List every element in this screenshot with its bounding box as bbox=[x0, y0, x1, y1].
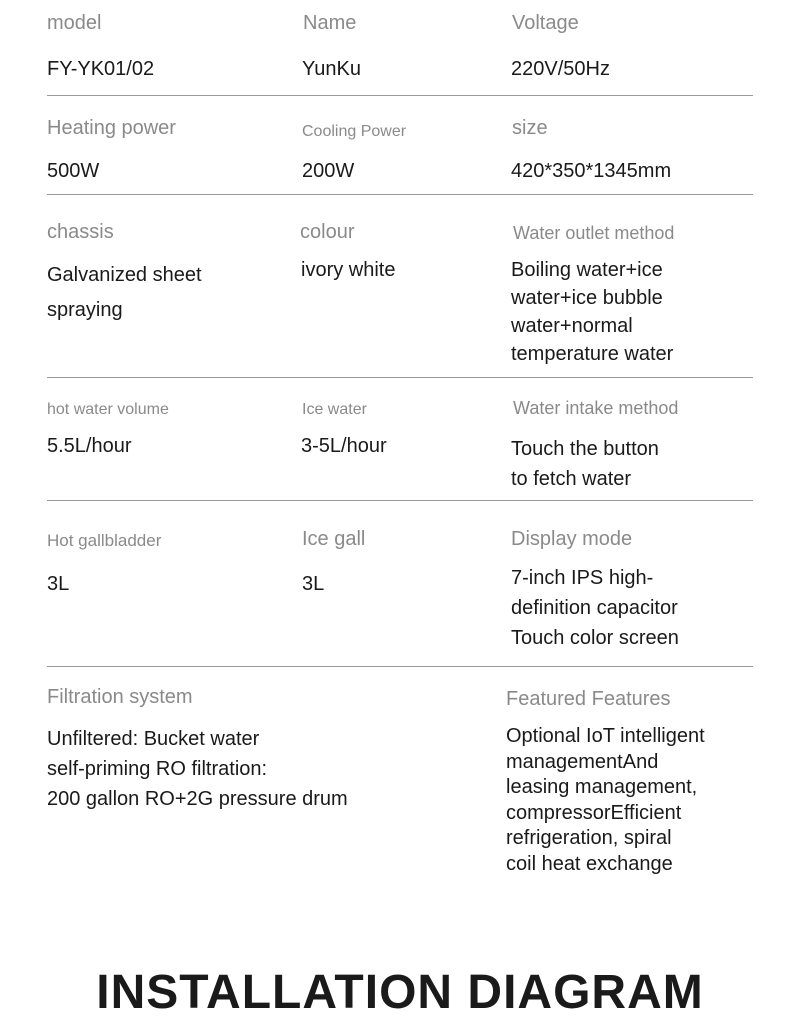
size-value: 420*350*1345mm bbox=[511, 160, 672, 182]
hot-water-volume-value: 5.5L/hour bbox=[47, 435, 132, 457]
ice-gall-value: 3L bbox=[302, 573, 325, 595]
colour-value: ivory white bbox=[301, 259, 396, 281]
hot-gallbladder-label: Hot gallbladder bbox=[47, 531, 162, 550]
colour-label: colour bbox=[300, 221, 355, 243]
chassis-label: chassis bbox=[47, 221, 114, 243]
water-intake-method-value: Touch the button to fetch water bbox=[511, 438, 659, 490]
heating-power-label: Heating power bbox=[47, 117, 176, 139]
display-mode-label: Display mode bbox=[511, 528, 633, 550]
featured-features-label: Featured Features bbox=[506, 688, 671, 710]
water-intake-method-label: Water intake method bbox=[513, 398, 679, 418]
name-value: YunKu bbox=[302, 58, 361, 80]
chassis-value: Galvanized sheet spraying bbox=[47, 264, 202, 321]
model-value: FY-YK01/02 bbox=[47, 58, 155, 80]
heating-power-value: 500W bbox=[47, 160, 100, 182]
row-divider bbox=[47, 194, 753, 195]
voltage-value: 220V/50Hz bbox=[511, 58, 610, 80]
installation-diagram-title: INSTALLATION DIAGRAM bbox=[96, 966, 704, 1019]
model-label: model bbox=[47, 12, 102, 34]
ice-gall-label: Ice gall bbox=[302, 528, 366, 550]
ice-water-value: 3-5L/hour bbox=[301, 435, 387, 457]
ice-water-label: Ice water bbox=[302, 401, 367, 418]
featured-features-value: Optional IoT intelligent managementAnd leasing management, compressorEfficient refrigeration, spiral coil heat exchange bbox=[506, 725, 705, 875]
row-divider bbox=[47, 377, 753, 378]
hot-gallbladder-value: 3L bbox=[47, 573, 70, 595]
row-divider bbox=[47, 500, 753, 501]
cooling-power-value: 200W bbox=[302, 160, 355, 182]
size-label: size bbox=[512, 117, 548, 139]
row-divider bbox=[47, 95, 753, 96]
water-outlet-method-value: Boiling water+ice water+ice bubble water+normal temperature water bbox=[511, 259, 674, 365]
row-divider bbox=[47, 666, 753, 667]
cooling-power-label: Cooling Power bbox=[302, 123, 407, 140]
filtration-system-label: Filtration system bbox=[47, 686, 193, 708]
water-outlet-method-label: Water outlet method bbox=[513, 223, 675, 243]
display-mode-value: 7-inch IPS high- definition capacitor Touch color screen bbox=[511, 567, 679, 649]
hot-water-volume-label: hot water volume bbox=[47, 401, 169, 418]
name-label: Name bbox=[303, 12, 357, 34]
voltage-label: Voltage bbox=[512, 12, 579, 34]
filtration-system-value: Unfiltered: Bucket water self-priming RO filtration: 200 gallon RO+2G pressure drum bbox=[47, 728, 348, 810]
